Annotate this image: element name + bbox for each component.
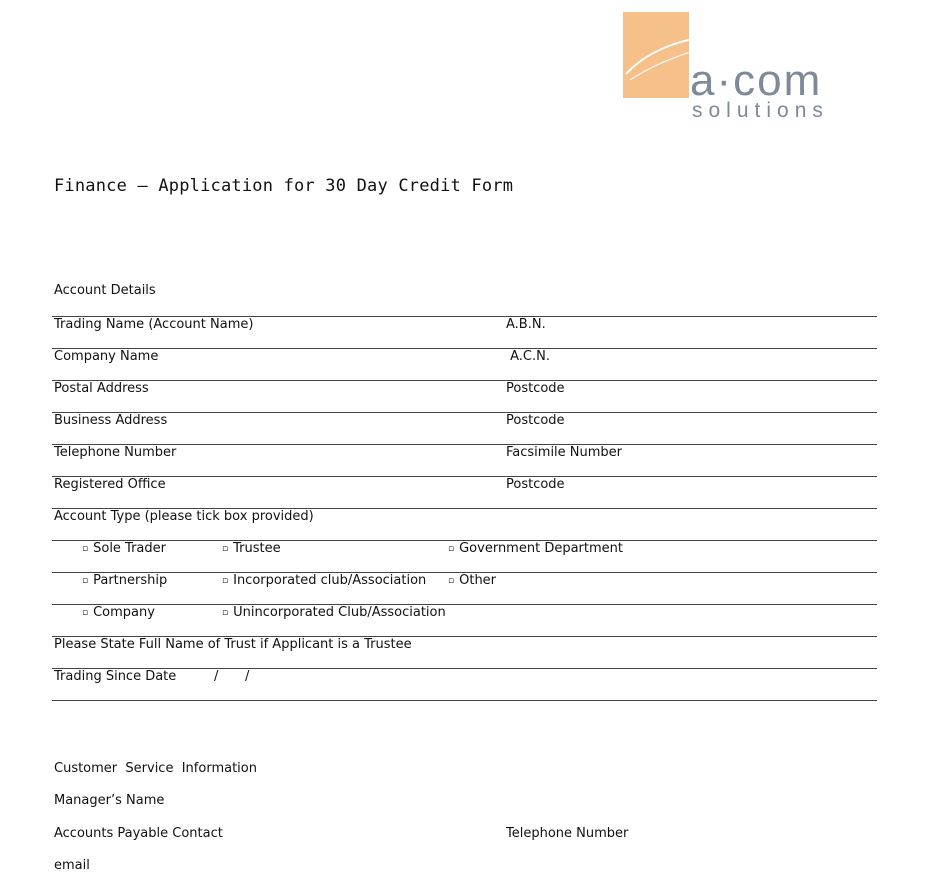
checkbox-icon[interactable]: ▫ xyxy=(82,544,89,554)
account-type-label: Account Type (please tick box provided) xyxy=(54,509,314,524)
checkbox-option-company[interactable] xyxy=(82,605,155,620)
checkbox-icon[interactable]: ▫ xyxy=(448,544,455,554)
field-abn-label: A.B.N. xyxy=(506,317,546,332)
logo-orange-block xyxy=(623,12,689,98)
checkbox-label: Company xyxy=(93,605,155,620)
checkbox-option-other[interactable] xyxy=(448,573,496,588)
checkbox-icon[interactable]: ▫ xyxy=(222,576,229,586)
trading-since-label: Trading Since Date xyxy=(54,669,177,684)
field-facsimile-label: Facsimile Number xyxy=(506,445,623,460)
field-postcode-label: Postcode xyxy=(506,477,565,492)
checkbox-icon[interactable]: ▫ xyxy=(222,608,229,618)
trust-name-label: Please State Full Name of Trust if Applicant is a Trustee xyxy=(54,637,412,652)
logo-brand-top: a·com xyxy=(690,56,823,105)
field-postcode-label: Postcode xyxy=(506,413,565,428)
checkbox-label: Unincorporated Club/Association xyxy=(233,605,446,620)
telephone-number-label: Telephone Number xyxy=(506,826,629,841)
field-postal-address-label: Postal Address xyxy=(54,381,149,396)
checkbox-label: Trustee xyxy=(233,541,281,556)
divider xyxy=(52,476,877,477)
checkbox-label: Partnership xyxy=(93,573,168,588)
date-separator: / xyxy=(214,669,219,684)
section-heading-customer-service: Customer Service Information xyxy=(54,761,257,776)
checkbox-icon[interactable]: ▫ xyxy=(222,544,229,554)
divider xyxy=(52,348,877,349)
checkbox-option-partnership[interactable] xyxy=(82,573,167,588)
checkbox-option-incorporated-club[interactable] xyxy=(222,573,426,588)
checkbox-label: Incorporated club/Association xyxy=(233,573,427,588)
acom-solutions-logo xyxy=(620,8,882,126)
logo-brand-bottom: solutions xyxy=(692,99,829,122)
checkbox-label: Sole Trader xyxy=(93,541,166,556)
manager-name-label: Manager’s Name xyxy=(54,793,165,808)
field-trading-name-label: Trading Name (Account Name) xyxy=(54,317,254,332)
divider xyxy=(52,700,877,701)
field-registered-office-label: Registered Office xyxy=(54,477,166,492)
field-postcode-label: Postcode xyxy=(506,381,565,396)
field-company-name-label: Company Name xyxy=(54,349,159,364)
field-telephone-label: Telephone Number xyxy=(54,445,177,460)
page-title: Finance – Application for 30 Day Credit Form xyxy=(54,176,514,196)
email-label: email xyxy=(54,858,90,873)
accounts-payable-contact-label: Accounts Payable Contact xyxy=(54,826,223,841)
checkbox-icon[interactable]: ▫ xyxy=(82,608,89,618)
checkbox-option-trustee[interactable] xyxy=(222,541,281,556)
checkbox-label: Other xyxy=(459,573,497,588)
divider xyxy=(52,604,877,605)
checkbox-icon[interactable]: ▫ xyxy=(448,576,455,586)
checkbox-label: Government Department xyxy=(459,541,623,556)
checkbox-option-government-department[interactable] xyxy=(448,541,623,556)
checkbox-option-unincorporated-club[interactable] xyxy=(222,605,446,620)
divider xyxy=(52,380,877,381)
checkbox-option-sole-trader[interactable] xyxy=(82,541,166,556)
divider xyxy=(52,412,877,413)
section-heading-account-details: Account Details xyxy=(54,283,156,298)
checkbox-icon[interactable]: ▫ xyxy=(82,576,89,586)
field-business-address-label: Business Address xyxy=(54,413,168,428)
field-acn-label: A.C.N. xyxy=(506,349,550,364)
date-separator: / xyxy=(245,669,250,684)
